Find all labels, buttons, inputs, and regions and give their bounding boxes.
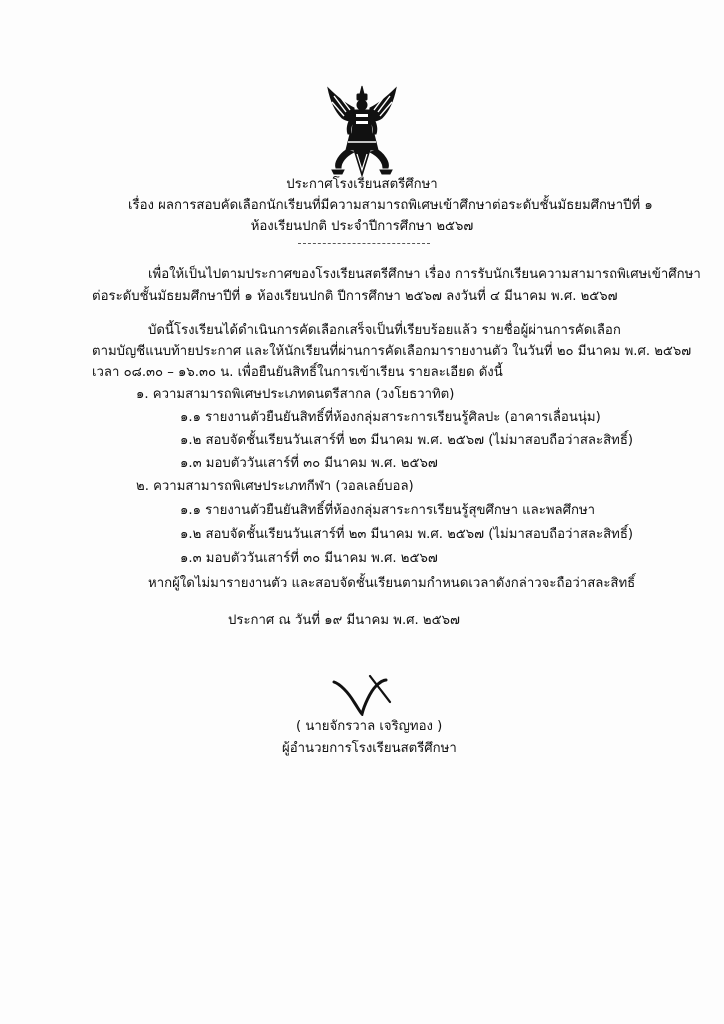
section-2-item-3: ๑.๓ มอบตัววันเสาร์ที่ ๓๐ มีนาคม พ.ศ. ๒๕๖๗ <box>180 551 438 566</box>
paragraph-1-line-2: ต่อระดับชั้นมัธยมศึกษาปีที่ ๑ ห้องเรียนปกติ ปีการศึกษา ๒๕๖๗ ลงวันที่ ๔ มีนาคม พ.ศ. ๒๕๖๗ <box>92 289 618 304</box>
paragraph-1-line-1: เพื่อให้เป็นไปตามประกาศของโรงเรียนสตรีศึกษา เรื่อง การรับนักเรียนความสามารถพิเศษเข้าศึกษา <box>148 267 701 282</box>
paragraph-2-line-1: บัดนี้โรงเรียนได้ดำเนินการคัดเลือกเสร็จเป็นที่เรียบร้อยแล้ว รายชื่อผู้ผ่านการคัดเลือก <box>148 323 621 338</box>
section-2-heading: ๒. ความสามารถพิเศษประเภทกีฬา (วอลเลย์บอล) <box>136 479 414 494</box>
announcement-title: ประกาศโรงเรียนสตรีศึกษา <box>286 177 438 192</box>
garuda-emblem-icon <box>324 84 400 180</box>
section-1-heading: ๑. ความสามารถพิเศษประเภทดนตรีสากล (วงโยธวาทิต) <box>136 387 455 402</box>
section-1-item-1: ๑.๑ รายงานตัวยืนยันสิทธิ์ที่ห้องกลุ่มสาระการเรียนรู้ศิลปะ (อาคารเลื่อนนุ่ม) <box>180 410 601 425</box>
announcement-subject-line2: ห้องเรียนปกติ ประจำปีการศึกษา ๒๕๖๗ <box>250 219 474 234</box>
section-1-item-3: ๑.๓ มอบตัววันเสาร์ที่ ๓๐ มีนาคม พ.ศ. ๒๕๖๗ <box>180 456 438 471</box>
signature-icon <box>330 672 410 716</box>
paragraph-2-line-3: เวลา ๐๘.๓๐ – ๑๖.๓๐ น. เพื่อยืนยันสิทธิ์ในการเข้าเรียน รายละเอียด ดังนี้ <box>92 365 503 380</box>
section-1-item-2: ๑.๒ สอบจัดชั้นเรียนวันเสาร์ที่ ๒๓ มีนาคม พ.ศ. ๒๕๖๗ (ไม่มาสอบถือว่าสละสิทธิ์) <box>180 433 634 448</box>
section-2-item-2: ๑.๒ สอบจัดชั้นเรียนวันเสาร์ที่ ๒๓ มีนาคม พ.ศ. ๒๕๖๗ (ไม่มาสอบถือว่าสละสิทธิ์) <box>180 527 634 542</box>
announcement-subject: เรื่อง ผลการสอบคัดเลือกนักเรียนที่มีความสามารถพิเศษเข้าศึกษาต่อระดับชั้นมัธยมศึกษาปีที่ ๑ <box>128 198 653 213</box>
header-divider <box>298 243 430 244</box>
closing-note: หากผู้ใดไม่มารายงานตัว และสอบจัดชั้นเรียนตามกำหนดเวลาดังกล่าวจะถือว่าสละสิทธิ์ <box>148 576 636 591</box>
announce-date: ประกาศ ณ วันที่ ๑๙ มีนาคม พ.ศ. ๒๕๖๗ <box>228 613 460 628</box>
signer-position: ผู้อำนวยการโรงเรียนสตรีศึกษา <box>282 741 457 756</box>
signer-name: ( นายจักรวาล เจริญทอง ) <box>296 719 443 734</box>
section-2-item-1: ๑.๑ รายงานตัวยืนยันสิทธิ์ที่ห้องกลุ่มสาระการเรียนรู้สุขศึกษา และพลศึกษา <box>180 503 596 518</box>
paragraph-2-line-2: ตามบัญชีแนบท้ายประกาศ และให้นักเรียนที่ผ่านการคัดเลือกมารายงานตัว ในวันที่ ๒๐ มีนาคม พ.ศ. ๒๕๖๗ <box>92 344 692 359</box>
